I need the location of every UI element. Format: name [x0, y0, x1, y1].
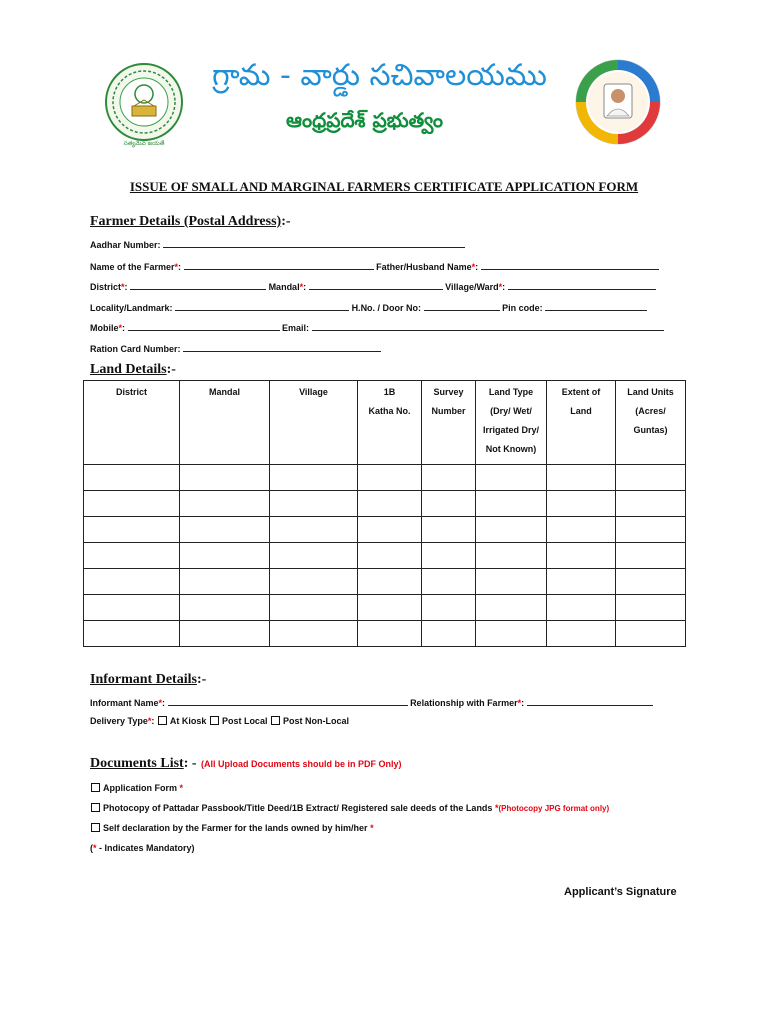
table-cell[interactable]	[476, 595, 547, 621]
column-header-line: Irrigated Dry/	[482, 425, 540, 435]
column-header-district	[84, 381, 180, 465]
at-kiosk-label: At Kiosk	[169, 716, 207, 726]
table-cell[interactable]	[180, 569, 270, 595]
table-cell[interactable]	[422, 491, 476, 517]
post-non-local-label: Post Non-Local	[282, 716, 349, 726]
document-item-application-form	[90, 783, 183, 793]
farmer-details-heading-suffix: :-	[281, 214, 291, 229]
table-cell[interactable]	[616, 543, 686, 569]
table-cell[interactable]	[84, 465, 180, 491]
grama-ward-sachivalayam-title: గ్రామ - వార్డు సచివాలయము	[212, 58, 547, 93]
column-header-line: Number	[431, 406, 466, 416]
table-cell[interactable]	[180, 595, 270, 621]
table-cell[interactable]	[547, 543, 616, 569]
required-mark: *	[121, 282, 125, 292]
documents-list-heading-suffix: : -	[183, 756, 197, 771]
column-header-line: District	[115, 387, 147, 397]
district-field[interactable]	[130, 280, 266, 290]
table-cell[interactable]	[476, 621, 547, 647]
table-cell[interactable]	[616, 465, 686, 491]
ration-card-field[interactable]	[183, 342, 381, 352]
table-cell[interactable]	[180, 491, 270, 517]
required-mark: *	[147, 716, 152, 726]
table-cell[interactable]	[270, 569, 358, 595]
self-declaration-checkbox[interactable]	[91, 823, 100, 832]
delivery-type-label: Delivery Type	[90, 716, 148, 726]
table-cell[interactable]	[547, 491, 616, 517]
table-cell[interactable]	[270, 465, 358, 491]
locality-label: Locality/Landmark:	[90, 303, 173, 313]
table-cell[interactable]	[270, 491, 358, 517]
locality-row	[90, 301, 647, 313]
colon: :	[502, 282, 506, 292]
informant-name-field[interactable]	[168, 696, 408, 706]
colon: :	[178, 262, 182, 272]
mandal-field[interactable]	[309, 280, 443, 290]
delivery-type-row	[90, 716, 349, 726]
district-label: District	[90, 282, 122, 292]
table-cell[interactable]	[270, 621, 358, 647]
document-label: Self declaration by the Farmer for the lands owned by him/her	[103, 823, 368, 833]
colon: :	[521, 698, 525, 708]
required-mark: *	[370, 823, 374, 833]
colon: :	[162, 698, 166, 708]
required-mark: *	[158, 698, 163, 708]
table-cell[interactable]	[422, 517, 476, 543]
form-title: ISSUE OF SMALL AND MARGINAL FARMERS CERTIFICATE APPLICATION FORM	[129, 179, 639, 194]
column-header-line: Land Type	[488, 387, 534, 397]
table-cell[interactable]	[616, 517, 686, 543]
table-cell[interactable]	[616, 491, 686, 517]
table-cell[interactable]	[84, 491, 180, 517]
table-cell[interactable]	[616, 595, 686, 621]
column-header-line: Extent of	[561, 387, 601, 397]
relationship-label: Relationship with Farmer	[410, 698, 518, 708]
column-header-line: Not Known)	[485, 444, 537, 454]
column-header-line: Land	[570, 406, 592, 416]
mobile-row	[90, 321, 664, 333]
land-details-table	[83, 380, 686, 647]
farmer-details-heading-text: Farmer Details (Postal Address)	[90, 214, 282, 229]
andhra-pradesh-government-title: ఆంధ్రప్రదేశ్ ప్రభుత్వం	[286, 108, 443, 132]
table-cell[interactable]	[358, 517, 422, 543]
father-husband-field[interactable]	[481, 260, 659, 270]
colon: :	[124, 282, 128, 292]
column-header-line: 1B	[383, 387, 396, 397]
farmer-name-field[interactable]	[184, 260, 374, 270]
land-table-row	[84, 595, 686, 621]
required-mark: *	[179, 783, 184, 793]
table-cell[interactable]	[547, 595, 616, 621]
legend-open-paren: (	[90, 843, 93, 853]
ration-card-label: Ration Card Number:	[90, 344, 181, 354]
required-mark: *	[498, 282, 503, 292]
jpg-format-note: (Photocopy JPG format only)	[498, 804, 610, 813]
table-cell[interactable]	[422, 621, 476, 647]
column-header-land-type	[476, 381, 547, 465]
informant-details-heading-text: Informant Details	[90, 672, 197, 687]
table-cell[interactable]	[422, 543, 476, 569]
table-cell[interactable]	[547, 517, 616, 543]
land-records-checkbox[interactable]	[91, 803, 100, 812]
land-table-header-row	[84, 381, 686, 465]
mobile-label: Mobile	[90, 323, 119, 333]
district-row	[90, 280, 656, 292]
column-header-line: Land Units	[627, 387, 674, 397]
document-item-land-records	[90, 803, 609, 813]
seal-caption: సత్యమేవ జయతే	[123, 140, 165, 147]
mandal-label: Mandal	[268, 282, 300, 292]
land-details-heading	[90, 360, 176, 378]
land-details-heading-suffix: :-	[166, 362, 176, 377]
column-header-land-units	[616, 381, 686, 465]
informant-details-heading	[90, 670, 206, 688]
table-cell[interactable]	[358, 621, 422, 647]
land-table-row	[84, 517, 686, 543]
table-cell[interactable]	[358, 491, 422, 517]
documents-list-heading	[90, 754, 402, 772]
table-cell[interactable]	[84, 517, 180, 543]
required-mark: *	[299, 282, 304, 292]
house-number-label: H.No. / Door No:	[351, 303, 422, 313]
table-cell[interactable]	[616, 621, 686, 647]
colon: :	[303, 282, 307, 292]
aadhar-row	[90, 238, 465, 250]
required-mark: *	[517, 698, 522, 708]
table-cell[interactable]	[616, 569, 686, 595]
farmer-details-heading	[90, 212, 291, 230]
table-cell[interactable]	[358, 569, 422, 595]
table-cell[interactable]	[547, 465, 616, 491]
table-cell[interactable]	[476, 569, 547, 595]
table-cell[interactable]	[270, 543, 358, 569]
table-cell[interactable]	[476, 465, 547, 491]
colon: :	[122, 323, 126, 333]
table-cell[interactable]	[422, 595, 476, 621]
required-mark: *	[494, 803, 499, 813]
state-emblem-logo	[104, 60, 184, 152]
table-cell[interactable]	[358, 465, 422, 491]
land-table-row	[84, 465, 686, 491]
column-header-survey-number	[422, 381, 476, 465]
post-non-local-checkbox[interactable]	[271, 716, 280, 725]
post-local-checkbox[interactable]	[210, 716, 219, 725]
table-cell[interactable]	[180, 465, 270, 491]
table-cell[interactable]	[84, 569, 180, 595]
required-mark: *	[118, 323, 123, 333]
table-cell[interactable]	[422, 569, 476, 595]
pdf-only-note: (All Upload Documents should be in PDF Only)	[201, 759, 402, 769]
column-header-line: Mandal	[208, 387, 240, 397]
document-label: Photocopy of Pattadar Passbook/Title Deed/1B Extract/ Registered sale deeds of the Lands	[103, 803, 493, 813]
applicant-signature-label: Applicant’s Signature	[564, 886, 677, 898]
table-cell[interactable]	[476, 517, 547, 543]
colon: :	[475, 262, 479, 272]
table-cell[interactable]	[84, 595, 180, 621]
table-cell[interactable]	[358, 595, 422, 621]
column-header-village	[270, 381, 358, 465]
email-label: Email:	[282, 323, 310, 333]
post-local-label: Post Local	[221, 716, 268, 726]
table-cell[interactable]	[84, 621, 180, 647]
aadhar-field[interactable]	[163, 238, 465, 248]
column-header-line: Village	[299, 387, 328, 397]
colon: :	[151, 716, 155, 726]
table-cell[interactable]	[180, 621, 270, 647]
land-table-row	[84, 569, 686, 595]
document-item-self-declaration	[90, 823, 374, 833]
legend-text: - Indicates Mandatory)	[96, 843, 195, 853]
required-mark: *	[93, 843, 97, 853]
table-cell[interactable]	[180, 517, 270, 543]
farmer-name-label: Name of the Farmer	[90, 262, 175, 272]
required-mark: *	[174, 262, 179, 272]
required-mark: *	[471, 262, 476, 272]
village-ward-label: Village/Ward	[445, 282, 499, 292]
column-header-extent-of-land	[547, 381, 616, 465]
table-cell[interactable]	[547, 621, 616, 647]
table-cell[interactable]	[547, 569, 616, 595]
ration-row	[90, 342, 381, 354]
house-number-field[interactable]	[424, 301, 500, 311]
documents-list-heading-text: Documents List	[90, 756, 184, 771]
chief-minister-portrait-logo	[574, 58, 662, 146]
mandatory-legend	[90, 843, 195, 853]
table-cell[interactable]	[422, 465, 476, 491]
column-header-line: Guntas)	[633, 425, 668, 435]
mobile-field[interactable]	[128, 321, 280, 331]
father-husband-label: Father/Husband Name	[376, 262, 472, 272]
table-cell[interactable]	[180, 543, 270, 569]
table-cell[interactable]	[476, 543, 547, 569]
relationship-field[interactable]	[527, 696, 653, 706]
column-header-line: (Acres/	[635, 406, 666, 416]
informant-details-heading-suffix: :-	[196, 672, 207, 687]
table-cell[interactable]	[270, 517, 358, 543]
column-header-line: Survey	[433, 387, 464, 397]
table-cell[interactable]	[84, 543, 180, 569]
application-form-checkbox[interactable]	[91, 783, 100, 792]
informant-row	[90, 696, 653, 708]
village-ward-field[interactable]	[508, 280, 656, 290]
pincode-label: Pin code:	[502, 303, 543, 313]
land-table-row	[84, 491, 686, 517]
at-kiosk-checkbox[interactable]	[158, 716, 167, 725]
document-label: Application Form	[103, 783, 177, 793]
table-cell[interactable]	[270, 595, 358, 621]
locality-field[interactable]	[175, 301, 349, 311]
column-header-1b-katha-no	[358, 381, 422, 465]
column-header-line: (Dry/ Wet/	[490, 406, 532, 416]
pincode-field[interactable]	[545, 301, 647, 311]
informant-name-label: Informant Name	[90, 698, 159, 708]
land-details-heading-text: Land Details	[90, 362, 167, 377]
table-cell[interactable]	[476, 491, 547, 517]
email-field[interactable]	[312, 321, 664, 331]
aadhar-label: Aadhar Number:	[90, 240, 161, 250]
column-header-mandal	[180, 381, 270, 465]
table-cell[interactable]	[358, 543, 422, 569]
land-table-row	[84, 543, 686, 569]
column-header-line: Katha No.	[368, 406, 411, 416]
name-row	[90, 260, 659, 272]
land-table-row	[84, 621, 686, 647]
